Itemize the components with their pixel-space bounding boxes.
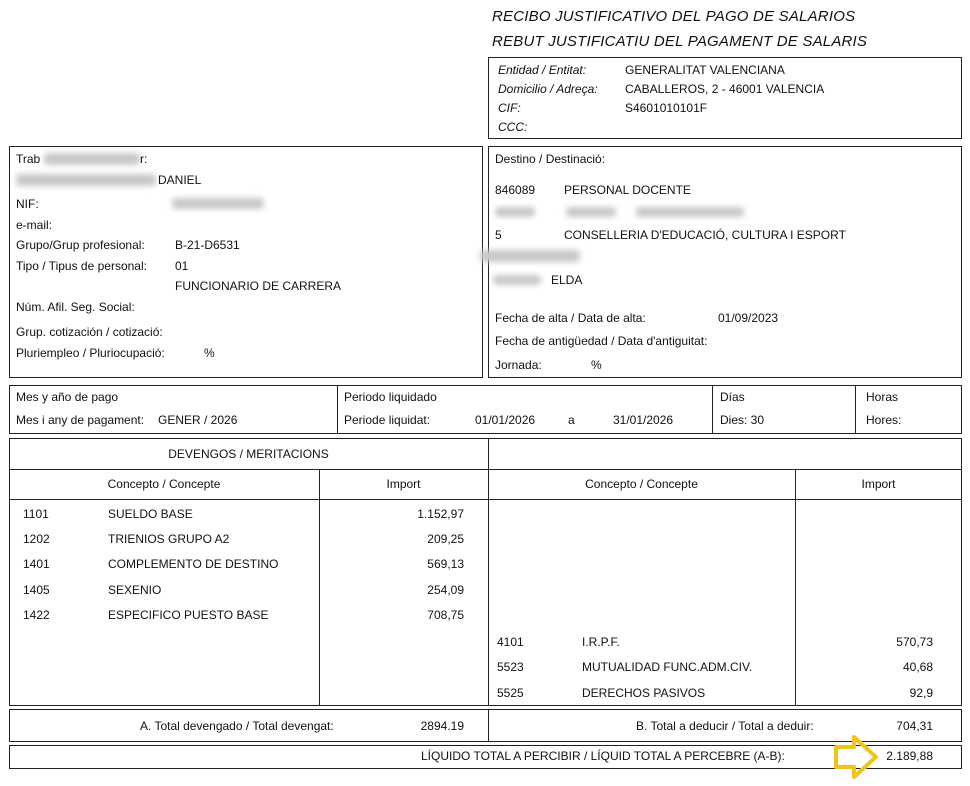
total-devengado-label: A. Total devengado / Total devengat: <box>140 719 334 733</box>
destino-label: Destino / Destinació: <box>495 152 606 166</box>
redacted-dest-a <box>495 207 535 217</box>
cif-label: CIF: <box>498 101 521 115</box>
period-divider-2 <box>712 385 713 434</box>
table-header-divider <box>9 499 962 500</box>
deduccion-code: 4101 <box>497 635 524 649</box>
deduccion-code: 5525 <box>497 686 524 700</box>
antiguedad-label: Fecha de antigüedad / Data d'antiguitat: <box>495 334 708 348</box>
periodo-label-va: Periode liquidat: <box>344 413 431 427</box>
jornada-label: Jornada: <box>495 358 542 372</box>
devengo-concept: SUELDO BASE <box>108 507 193 521</box>
redacted-label <box>44 153 140 165</box>
deduccion-amount: 570,73 <box>896 635 933 649</box>
jornada-value: % <box>591 358 602 372</box>
deduccion-amount: 92,9 <box>909 686 933 700</box>
grupo-label: Grupo/Grup profesional: <box>16 238 145 252</box>
deducciones-import-header: Import <box>861 477 896 491</box>
email-label: e-mail: <box>16 218 53 232</box>
horas-label-es: Horas <box>866 390 899 404</box>
period-divider-1 <box>337 385 338 434</box>
devengo-code: 1202 <box>23 532 50 546</box>
deduccion-concept: DERECHOS PASIVOS <box>582 686 706 700</box>
cotizacion-label: Grup. cotización / cotizació: <box>16 325 163 339</box>
ccc-label: CCC: <box>498 120 528 134</box>
deduccion-amount: 40,68 <box>902 660 933 674</box>
domicilio-label: Domicilio / Adreça: <box>498 82 598 96</box>
period-divider-3 <box>855 385 856 434</box>
mes-label-es: Mes y año de pago <box>16 390 119 404</box>
alta-label: Fecha de alta / Data de alta: <box>495 311 646 325</box>
liquido-value: 2.189,88 <box>886 749 933 763</box>
trabajador-label-end: r: <box>140 152 148 166</box>
dest-desc-1: PERSONAL DOCENTE <box>564 183 691 197</box>
pluriempleo-value: % <box>204 346 215 360</box>
devengo-amount: 1.152,97 <box>417 507 464 521</box>
devengo-code: 1401 <box>23 557 50 571</box>
dest-desc-2: CONSELLERIA D'EDUCACIÓ, CULTURA I ESPORT <box>564 228 846 242</box>
devengo-code: 1405 <box>23 583 50 597</box>
mes-value: GENER / 2026 <box>158 413 238 427</box>
arrow-right-icon <box>832 733 880 781</box>
devengos-title: DEVENGOS / MERITACIONS <box>168 447 329 461</box>
devengo-code: 1101 <box>23 507 49 521</box>
pluriempleo-label: Pluriempleo / Pluriocupació: <box>16 346 165 360</box>
alta-value: 01/09/2023 <box>718 311 779 325</box>
title-es: RECIBO JUSTIFICATIVO DEL PAGO DE SALARIOS <box>492 8 856 25</box>
devengo-concept: ESPECIFICO PUESTO BASE <box>108 608 269 622</box>
devengo-code: 1422 <box>23 608 50 622</box>
devengo-amount: 209,25 <box>427 532 464 546</box>
periodo-label-es: Periodo liquidado <box>344 390 437 404</box>
redacted-name <box>16 174 156 186</box>
deduccion-code: 5523 <box>497 660 524 674</box>
liquido-label: LÍQUIDO TOTAL A PERCIBIR / LÍQUID TOTAL A PERCEBRE (A-B): <box>421 749 785 763</box>
devengo-concept: COMPLEMENTO DE DESTINO <box>108 557 279 571</box>
devengo-amount: 708,75 <box>427 608 464 622</box>
entidad-label: Entidad / Entitat: <box>498 63 587 77</box>
deducciones-concepto-header: Concepto / Concepte <box>585 477 698 491</box>
periodo-sep: a <box>568 413 575 427</box>
title-va: REBUT JUSTIFICATIU DEL PAGAMENT DE SALARIS <box>492 33 868 50</box>
tipo-label: Tipo / Tipus de personal: <box>16 259 147 273</box>
dest-code-1: 846089 <box>495 183 536 197</box>
redacted-dest-d <box>480 250 580 262</box>
redacted-dest-b <box>566 207 616 217</box>
mes-label-va: Mes i any de pagament: <box>16 413 145 427</box>
devengos-concepto-header: Concepto / Concepte <box>107 477 221 491</box>
total-deducir-value: 704,31 <box>896 719 933 733</box>
grupo-value: B-21-D6531 <box>175 238 240 252</box>
cif-value: S4601010101F <box>625 101 708 115</box>
redacted-dest-e <box>493 275 541 285</box>
deduccion-concept: I.R.P.F. <box>582 635 620 649</box>
totals-divider <box>488 709 489 742</box>
trabajador-label-start: Trab <box>16 152 41 166</box>
table-right-import-divider <box>795 469 796 706</box>
dest-city: ELDA <box>551 273 583 287</box>
devengo-amount: 569,13 <box>427 557 464 571</box>
dias-label-va: Dies: 30 <box>720 413 765 427</box>
devengos-import-header: Import <box>386 477 421 491</box>
deduccion-concept: MUTUALIDAD FUNC.ADM.CIV. <box>582 660 753 674</box>
tipo-desc: FUNCIONARIO DE CARRERA <box>175 279 342 293</box>
periodo-to: 31/01/2026 <box>613 413 674 427</box>
afil-label: Núm. Afil. Seg. Social: <box>16 300 135 314</box>
periodo-from: 01/01/2026 <box>475 413 536 427</box>
domicilio-value: CABALLEROS, 2 - 46001 VALENCIA <box>625 82 825 96</box>
redacted-nif <box>172 198 264 209</box>
table-title-divider <box>9 469 962 470</box>
horas-label-va: Hores: <box>866 413 902 427</box>
total-deducir-label: B. Total a deducir / Total a deduir: <box>636 719 814 733</box>
dest-code-2: 5 <box>495 228 502 242</box>
devengo-amount: 254,09 <box>427 583 464 597</box>
worker-name: DANIEL <box>158 173 202 187</box>
nif-label: NIF: <box>16 197 39 211</box>
total-devengado-value: 2894.19 <box>420 719 464 733</box>
redacted-dest-c <box>636 207 744 217</box>
devengo-concept: TRIENIOS GRUPO A2 <box>108 532 230 546</box>
entidad-value: GENERALITAT VALENCIANA <box>625 63 785 77</box>
dias-label-es: Días <box>720 390 745 404</box>
table-left-import-divider <box>319 469 320 706</box>
tipo-value: 01 <box>175 259 189 273</box>
devengo-concept: SEXENIO <box>108 583 162 597</box>
